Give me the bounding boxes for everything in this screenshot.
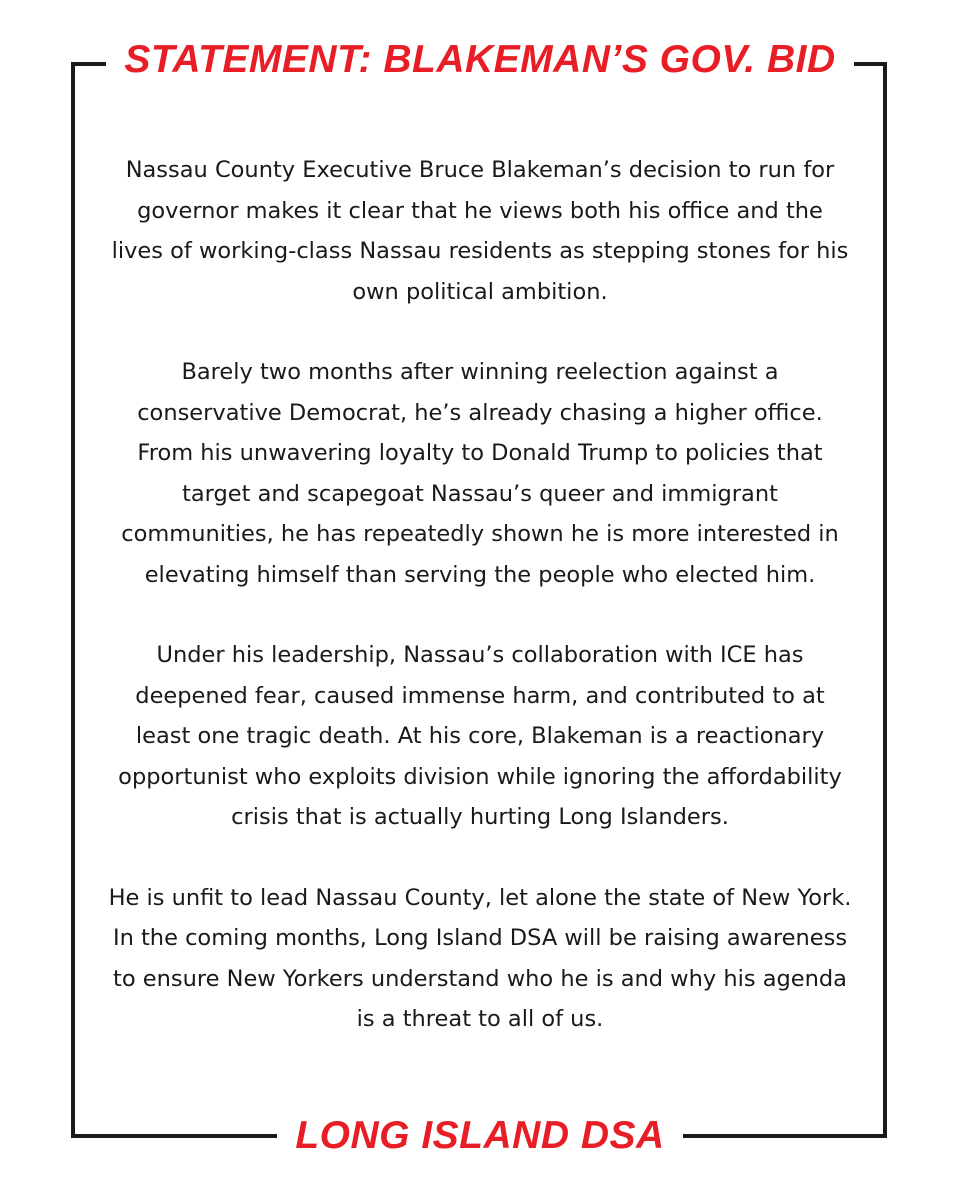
statement-body: [108, 150, 852, 1080]
statement-paragraph-1: Nassau County Executive Bruce Blakeman’s decision to run for governor makes it clear that he views both his office and the lives of working-class Nassau residents as stepping stones for his own political ambition.: [111, 157, 849, 305]
organization-signature: LONG ISLAND DSA: [277, 1112, 682, 1160]
statement-paragraph-4: He is unfit to lead Nassau County, let alone the state of New York. In the coming months, Long Island DSA will be raising awareness to ensure New Yorkers understand who he is and why his agenda is a threat to all of us.: [108, 884, 852, 1032]
statement-paragraph-2: Barely two months after winning reelection against a conservative Democrat, he’s already chasing a higher office. From his unwavering loyalty to Donald Trump to policies that target and scapegoat Nassau’s queer and immigrant communities, he has repeatedly shown he is more interested in elevating himself than serving the people who elected him.: [121, 359, 839, 588]
statement-title: STATEMENT: BLAKEMAN’S GOV. BID: [106, 36, 853, 84]
title-container: [0, 36, 960, 84]
footer-container: [0, 1112, 960, 1160]
statement-paragraph-3: Under his leadership, Nassau’s collaboration with ICE has deepened fear, caused immense harm, and contributed to at least one tragic death. At his core, Blakeman is a reactionary opportunist who exploits division while ignoring the affordability crisis that is actually hurting Long Islanders.: [118, 642, 842, 830]
